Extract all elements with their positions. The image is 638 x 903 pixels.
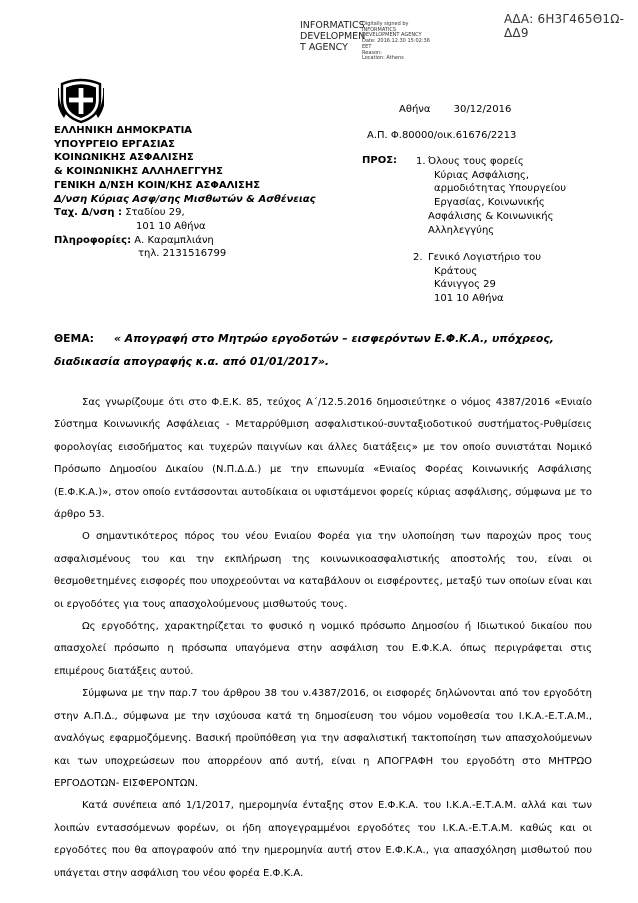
sender-line: ΚΟΙΝΩΝΙΚΗΣ ΑΣΦΑΛΙΣΗΣ xyxy=(54,152,194,164)
signature-meta-line: Date: 2016.12.30 15:02:36 xyxy=(362,38,430,45)
signature-meta-line: DEVELOPMENT AGENCY xyxy=(362,32,422,39)
signature-meta-line: Location: Athens xyxy=(362,55,404,62)
recipient-line: αρμοδιότητας Υπουργείου xyxy=(434,183,567,195)
recipient-1 xyxy=(428,155,566,237)
subject-label: ΘΕΜΑ: xyxy=(54,332,94,345)
recipient-2 xyxy=(428,251,541,306)
subject-title: « Απογραφή στο Μητρώο εργοδοτών – εισφερόντων Ε.Φ.Κ.Α., υπόχρεος, διαδικασία απογραφής κ.α. από 01/01/2017». xyxy=(54,332,554,368)
body-paragraph: Ο σημαντικότερος πόρος του νέου Ενιαίου Φορέα για την υλοποίηση των παροχών προς τους ασφαλισμένους του και την εκπλήρωση της κοινωνικοασφαλιστικής αποστολής του, είναι οι θεσμοθετημένες εισφορές που υποχρεούνται να καταβάλουν οι εισφέροντες, μεταξύ των οποίων είναι και οι εργοδότες για τους απασχολούμενους μισθωτούς τους. xyxy=(54,531,592,610)
sender-address xyxy=(54,206,316,220)
body-paragraph: Σύμφωνα με την παρ.7 του άρθρου 38 του ν.4387/2016, οι εισφορές δηλώνονται από τον εργοδότη στην Α.Π.Δ., σύμφωνα με την ισχύουσα κατά τη δημοσίευση του νόμου νομοθεσία του Ι.Κ.Α.-Ε.Τ.Α.Μ., αναλόγως εφαρμοζόμενης. Βασική προϋπόθεση για την ασφαλιστική τακτοποίηση των απασχολούμενων και των υποχρεώσεων που απορρέουν από αυτή, είναι η ΑΠΟΓΡΑΦΗ του εργοδότη στο ΜΗΤΡΩΟ ΕΡΓΟΔΟΤΩΝ- ΕΙΣΦΕΡΟΝΤΩΝ. xyxy=(54,688,592,789)
recipient-line: Αλληλεγγύης xyxy=(428,224,495,236)
body-paragraph: Ως εργοδότης, χαρακτηρίζεται το φυσικό η νομικό πρόσωπο Δημοσίου ή Ιδιωτικού δικαίου που απασχολεί πρόσωπο η πρόσωπα υπαγόμενα στην ασφάλιση του Ε.Φ.Κ.Α. όπως περιγράφεται στις επιμέρους διατάξεις αυτού. xyxy=(54,621,592,677)
signature-org-line: T AGENCY xyxy=(300,42,348,53)
sender-block xyxy=(54,124,316,261)
sender-line: & ΚΟΙΝΩΝΙΚΗΣ ΑΛΛΗΛΕΓΓΥΗΣ xyxy=(54,166,223,178)
signature-org-line: INFORMATICS xyxy=(300,20,365,31)
protocol-number: Α.Π. Φ.80000/οικ.61676/2213 xyxy=(367,130,517,141)
recipient-line: 101 10 Αθήνα xyxy=(434,293,504,305)
sender-line: ΕΛΛΗΝΙΚΗ ΔΗΜΟΚΡΑΤΙΑ xyxy=(54,125,193,136)
sender-info xyxy=(54,234,316,248)
body-paragraph: Σας γνωρίζουμε ότι στο Φ.Ε.Κ. 85, τεύχος Α΄/12.5.2016 δημοσιεύτηκε ο νόμος 4387/2016 «Ενιαίο Σύστημα Κοινωνικής Ασφάλειας - Μεταρρύθμιση ασφαλιστικού-συνταξιοδοτικού συστήματος-Ρυθμίσεις φορολογίας εισοδήματος και τυχερών παιγνίων και άλλες διατάξεις» με τον οποίο συνιστάται Νομικό Πρόσωπο Δημοσίου Δικαίου (Ν.Π.Δ.Δ.) με την επωνυμία «Ενιαίος Φορέας Κοινωνικής Ασφάλισης (Ε.Φ.Κ.Α.)», στον οποίο εντάσσονται αυτοδίκαια οι υφιστάμενοι φορείς κύριας ασφάλισης, σύμφωνα με το άρθρο 53. xyxy=(54,397,592,521)
ada-code: ΑΔΑ: 6Η3Γ465Θ1Ω-ΔΔ9 xyxy=(504,12,625,40)
date: 30/12/2016 xyxy=(453,104,512,115)
digital-signature-org xyxy=(300,20,366,53)
recipient-line: Ασφάλισης & Κοινωνικής xyxy=(428,210,554,222)
signature-meta-line: Reason: xyxy=(362,49,382,56)
sender-line: ΓΕΝΙΚΗ Δ/ΝΣΗ ΚΟΙΝ/ΚΗΣ ΑΣΦΑΛΙΣΗΣ xyxy=(54,179,261,191)
sender-line: Δ/νση Κύριας Ασφ/σης Μισθωτών & Ασθένειας xyxy=(54,193,316,205)
recipient-line: Όλους τους φορείς xyxy=(428,156,524,167)
recipient-line: Κάνιγγος 29 xyxy=(434,279,496,291)
date-line xyxy=(399,104,511,115)
subject xyxy=(54,327,592,373)
recipient-number: 2. xyxy=(413,252,423,263)
city: Αθήνα xyxy=(399,104,431,115)
recipients-label: ΠΡΟΣ: xyxy=(362,155,398,166)
sender-phone: τηλ. 2131516799 xyxy=(138,248,227,260)
info-value: Α. Καραμπλιάνη xyxy=(134,234,214,246)
sender-line: ΥΠΟΥΡΓΕΙΟ ΕΡΓΑΣΙΑΣ xyxy=(54,138,175,150)
body-paragraph: Κατά συνέπεια από 1/1/2017, ημερομηνία ένταξης στον Ε.Φ.Κ.Α. του Ι.Κ.Α.-Ε.Τ.Α.Μ. αλλά και των λοιπών εντασσόμενων φορέων, οι ήδη απογεγραμμένοι εργοδότες του Ι.Κ.Α.-Ε.Τ.Α.Μ. καθώς και οι εργοδότες που θα απογραφούν από την ημερομηνία αυτή στον Ε.Φ.Κ.Α., για απασχόληση μισθωτού που υπάγεται στην ασφάλιση του νέου φορέα Ε.Φ.Κ.Α. xyxy=(54,800,592,879)
info-label: Πληροφορίες: xyxy=(54,234,132,246)
signature-org-line: DEVELOPMEN xyxy=(300,31,366,42)
recipient-line: Εργασίας, Κοινωνικής xyxy=(434,197,545,209)
sender-postcode: 101 10 Αθήνα xyxy=(136,220,206,232)
coat-of-arms-icon xyxy=(58,78,104,124)
recipient-line: Κύριας Ασφάλισης, xyxy=(434,169,530,181)
recipient-number: 1. xyxy=(416,156,426,167)
recipient-line: Γενικό Λογιστήριο του xyxy=(428,252,542,263)
signature-meta-line: Digitally signed by xyxy=(362,21,409,27)
signature-meta-line: INFORMATICS xyxy=(362,26,397,33)
letter-body xyxy=(54,392,592,885)
address-label: Ταχ. Δ/νση : xyxy=(54,207,123,219)
recipient-line: Κράτους xyxy=(434,265,478,277)
signature-meta-line: EET xyxy=(362,43,372,50)
digital-signature-meta xyxy=(362,22,452,62)
address-value: Σταδίου 29, xyxy=(125,207,185,219)
